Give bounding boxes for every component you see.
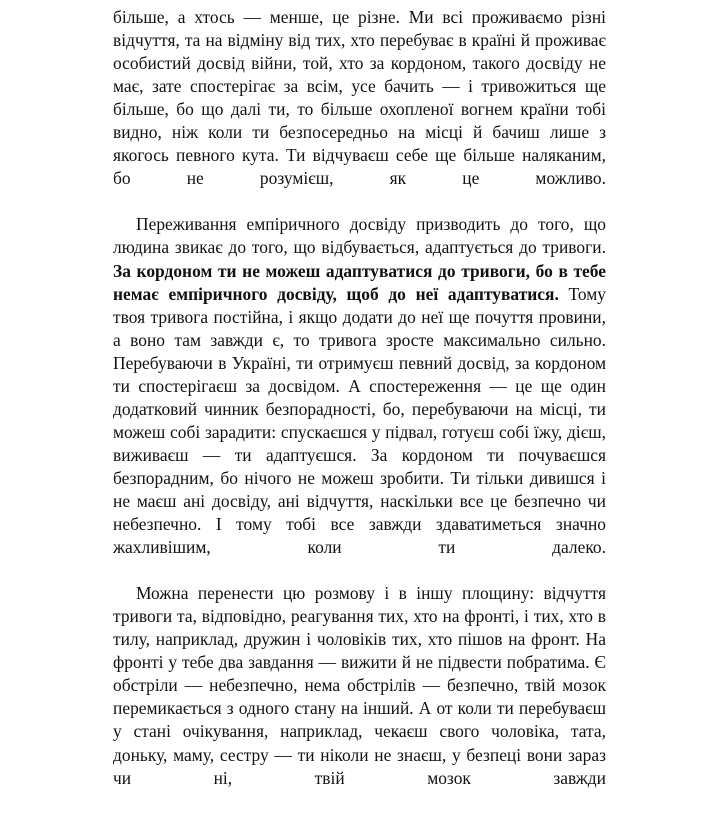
paragraph-3: [113, 582, 606, 812]
emphasized-sentence: За кордоном ти не можеш адаптуватися до тривоги, бо в тебе немає емпіричного досвіду, щоб до неї адаптуватися.: [113, 260, 606, 304]
paragraph-1-run-1: більше, а хтось — менше, це різне. Ми всі проживаємо різні відчуття, та на відміну від тих, хто перебуває в країні й проживає особистий досвід війни, той, хто за кордоном, такого досвіду не має, зате спостерігає за всім, усе бачить — і тривожиться ще більше, бо що далі ти, то більше охопленої вогнем країни тобі видно, ніж коли ти безпосередньо на місці й бачиш лише з якогось певного кута. Ти відчуваєш себе ще більше наляканим, бо не розумієш, як це можливо.: [113, 7, 606, 189]
paragraph-2: [113, 213, 606, 582]
paragraph-3-run-1: Можна перенести цю розмову і в іншу площину: відчуття тривоги та, відповідно, реагування тих, хто на фронті, і тих, хто в тилу, наприклад, дружин і чоловіків тих, хто пішов на фронт. На фронті у тебе два завдання — вижити й не підвести побратима. Є обстріли — небезпечно, нема обстрілів — безпечно, твій мозок перемикається з одного стану на інший. А от коли ти перебуваєш у стані очікування, наприклад, чекаєш свого чоловіка, тата, доньку, маму, сестру — ти ніколи не знаєш, у безпеці вони зараз чи ні, твій мозок завжди: [113, 583, 606, 788]
paragraph-2-run-1: Переживання емпіричного досвіду призводить до того, що людина звикає до того, що відбувається, адаптується до тривоги.: [113, 214, 606, 258]
paragraph-1: [113, 6, 606, 213]
body-text-column: [113, 6, 606, 813]
paragraph-2-run-3: Тому твоя тривога постійна, і якщо додати до неї ще почуття провини, а воно там завжди є, то тривога зросте максимально сильно. Перебуваючи в Україні, ти отримуєш певний досвід, за кордоном ти спостерігаєш за досвідом. А спостереження — це ще один додатковий чинник безпорадності, бо, перебуваючи на місці, ти можеш собі зарадити: спускаєшся у підвал, готуєш собі їжу, дієш, виживаєш — ти адаптуєшся. За кордоном ти почуваєшся безпорадним, бо нічого не можеш зробити. Ти тільки дивишся і не маєш ані досвіду, ані відчуття, наскільки все це безпечно чи небезпечно. І тому тобі все завжди здаватиметься значно жахливішим, коли ти далеко.: [113, 283, 606, 558]
